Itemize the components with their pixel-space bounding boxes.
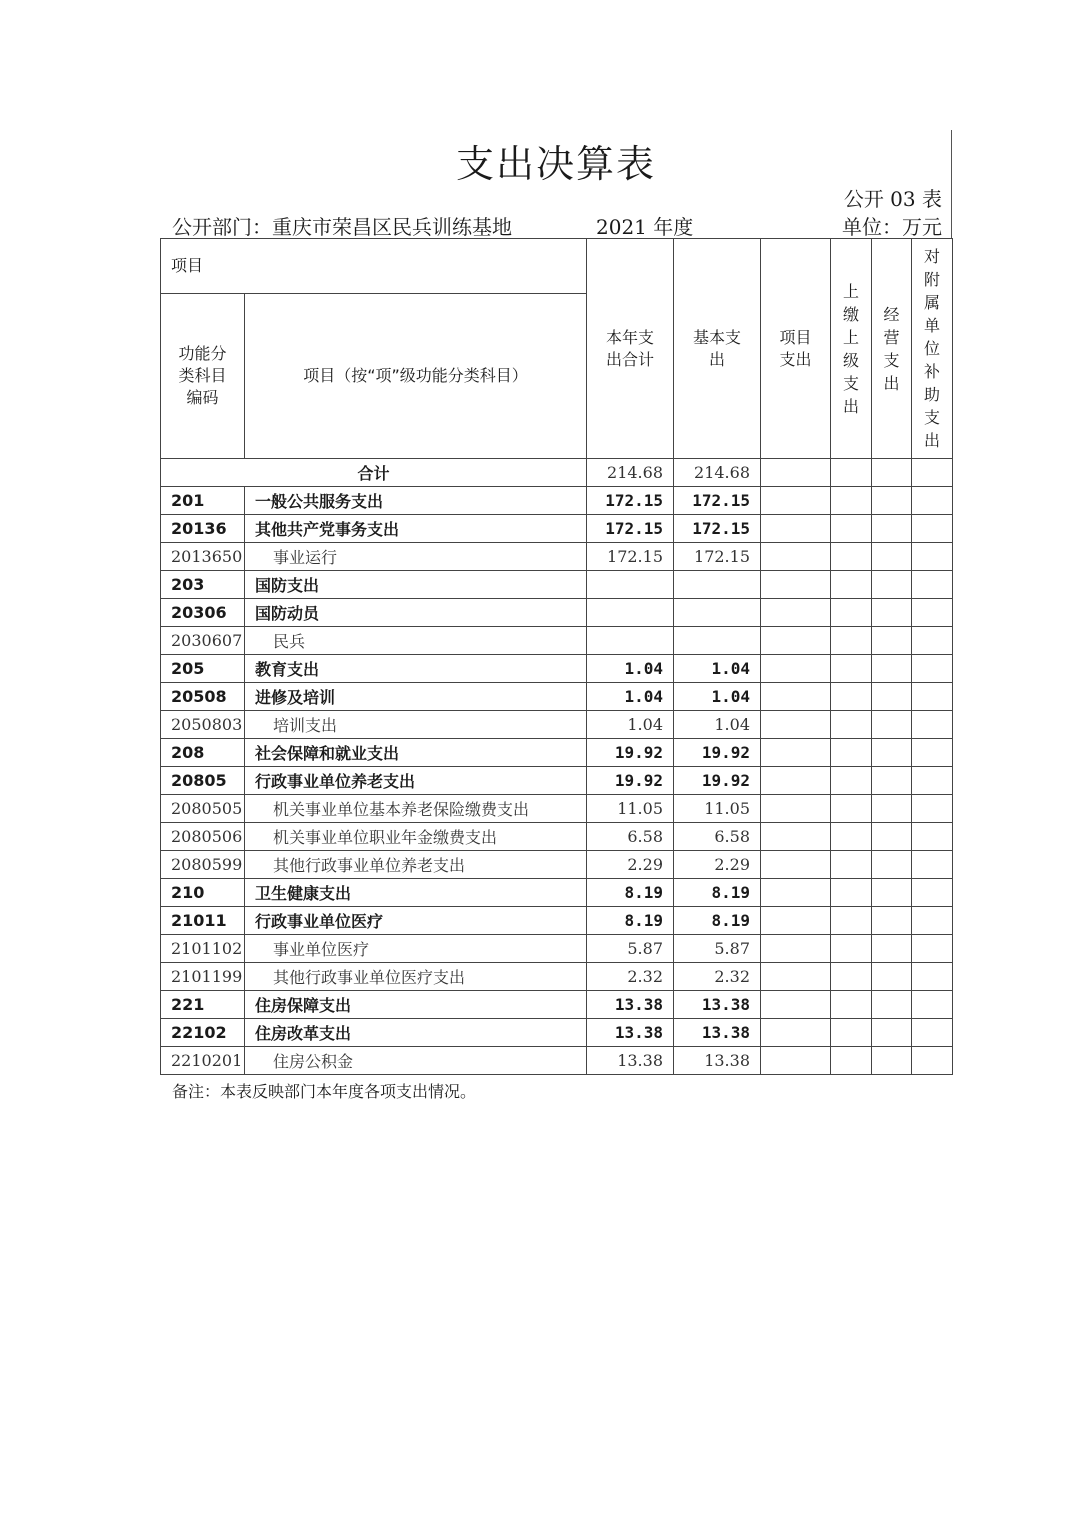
header-basic: 基本支 出 — [674, 239, 761, 459]
empty-cell — [831, 739, 872, 767]
row-total — [587, 571, 674, 599]
empty-cell — [872, 935, 912, 963]
empty-cell — [912, 823, 953, 851]
table-row — [161, 627, 953, 655]
empty-cell — [912, 683, 953, 711]
row-basic: 5.87 — [674, 935, 761, 963]
empty-cell — [872, 991, 912, 1019]
empty-cell — [872, 487, 912, 515]
table-row — [161, 655, 953, 683]
empty-cell — [831, 711, 872, 739]
row-code: 2101102 — [161, 935, 245, 963]
empty-cell — [872, 767, 912, 795]
document-title: 支出决算表 — [455, 142, 656, 186]
row-code: 221 — [161, 991, 245, 1019]
row-total: 8.19 — [587, 907, 674, 935]
row-code: 201 — [161, 487, 245, 515]
row-total: 19.92 — [587, 767, 674, 795]
empty-cell — [872, 459, 912, 487]
row-code: 2030607 — [161, 627, 245, 655]
row-code: 205 — [161, 655, 245, 683]
empty-cell — [912, 627, 953, 655]
header-project-expenditure: 项目 支出 — [761, 239, 831, 459]
empty-cell — [912, 1047, 953, 1075]
empty-cell — [831, 851, 872, 879]
row-name: 行政事业单位医疗 — [245, 907, 587, 935]
table-row — [161, 851, 953, 879]
row-code: 20805 — [161, 767, 245, 795]
empty-cell — [912, 1019, 953, 1047]
empty-cell — [761, 543, 831, 571]
footnote: 备注：本表反映部门本年度各项支出情况。 — [172, 1082, 477, 1101]
row-name: 机关事业单位职业年金缴费支出 — [245, 823, 587, 851]
empty-cell — [912, 711, 953, 739]
empty-cell — [872, 571, 912, 599]
row-code: 20306 — [161, 599, 245, 627]
row-basic: 1.04 — [674, 711, 761, 739]
row-name: 一般公共服务支出 — [245, 487, 587, 515]
row-name: 事业运行 — [245, 543, 587, 571]
empty-cell — [831, 991, 872, 1019]
unit-label: 单位：万元 — [842, 215, 942, 239]
empty-cell — [761, 459, 831, 487]
empty-cell — [761, 795, 831, 823]
empty-cell — [872, 879, 912, 907]
table-row — [161, 711, 953, 739]
row-basic: 2.29 — [674, 851, 761, 879]
row-name: 行政事业单位养老支出 — [245, 767, 587, 795]
empty-cell — [912, 655, 953, 683]
empty-cell — [761, 655, 831, 683]
empty-cell — [831, 879, 872, 907]
row-code: 2080599 — [161, 851, 245, 879]
empty-cell — [831, 795, 872, 823]
row-basic: 6.58 — [674, 823, 761, 851]
table-row — [161, 739, 953, 767]
table-row — [161, 823, 953, 851]
header-code: 功能分 类科目 编码 — [161, 294, 245, 459]
empty-cell — [831, 823, 872, 851]
table-row — [161, 543, 953, 571]
total-label: 合计 — [161, 459, 587, 487]
empty-cell — [912, 991, 953, 1019]
table-number: 公开 03 表 — [843, 187, 942, 211]
empty-cell — [761, 991, 831, 1019]
header-total: 本年支 出合计 — [587, 239, 674, 459]
row-total: 19.92 — [587, 739, 674, 767]
row-total: 1.04 — [587, 655, 674, 683]
empty-cell — [872, 683, 912, 711]
row-basic: 13.38 — [674, 1047, 761, 1075]
row-total: 2.29 — [587, 851, 674, 879]
row-total — [587, 627, 674, 655]
total-basic: 214.68 — [674, 459, 761, 487]
empty-cell — [872, 963, 912, 991]
empty-cell — [912, 851, 953, 879]
header-upper: 上 缴 上 级 支 出 — [831, 239, 872, 459]
empty-cell — [761, 963, 831, 991]
empty-cell — [831, 627, 872, 655]
row-code: 208 — [161, 739, 245, 767]
empty-cell — [831, 571, 872, 599]
row-total: 6.58 — [587, 823, 674, 851]
empty-cell — [872, 823, 912, 851]
empty-cell — [912, 599, 953, 627]
empty-cell — [872, 1047, 912, 1075]
year-label: 2021 年度 — [596, 215, 694, 239]
row-code: 2013650 — [161, 543, 245, 571]
row-name: 教育支出 — [245, 655, 587, 683]
empty-cell — [872, 739, 912, 767]
row-total: 1.04 — [587, 711, 674, 739]
table-row — [161, 935, 953, 963]
empty-cell — [912, 739, 953, 767]
empty-cell — [831, 683, 872, 711]
table-row — [161, 515, 953, 543]
row-name: 社会保障和就业支出 — [245, 739, 587, 767]
empty-cell — [872, 515, 912, 543]
empty-cell — [872, 851, 912, 879]
empty-cell — [912, 543, 953, 571]
row-name: 住房改革支出 — [245, 1019, 587, 1047]
department-label: 公开部门：重庆市荣昌区民兵训练基地 — [172, 215, 512, 239]
row-total: 13.38 — [587, 1019, 674, 1047]
row-code: 2050803 — [161, 711, 245, 739]
empty-cell — [761, 739, 831, 767]
row-basic: 1.04 — [674, 683, 761, 711]
row-total: 2.32 — [587, 963, 674, 991]
empty-cell — [831, 1047, 872, 1075]
row-total: 172.15 — [587, 515, 674, 543]
empty-cell — [831, 515, 872, 543]
empty-cell — [912, 907, 953, 935]
table-row — [161, 599, 953, 627]
row-total: 1.04 — [587, 683, 674, 711]
empty-cell — [761, 907, 831, 935]
row-basic: 19.92 — [674, 739, 761, 767]
table-row — [161, 907, 953, 935]
empty-cell — [872, 907, 912, 935]
row-name: 进修及培训 — [245, 683, 587, 711]
empty-cell — [761, 823, 831, 851]
row-basic: 13.38 — [674, 991, 761, 1019]
empty-cell — [872, 543, 912, 571]
row-code: 20136 — [161, 515, 245, 543]
row-name: 其他共产党事务支出 — [245, 515, 587, 543]
empty-cell — [761, 627, 831, 655]
empty-cell — [912, 963, 953, 991]
empty-cell — [872, 627, 912, 655]
empty-cell — [912, 767, 953, 795]
row-basic: 11.05 — [674, 795, 761, 823]
empty-cell — [872, 655, 912, 683]
row-basic — [674, 571, 761, 599]
empty-cell — [761, 1047, 831, 1075]
row-code: 2101199 — [161, 963, 245, 991]
row-total: 11.05 — [587, 795, 674, 823]
empty-cell — [761, 879, 831, 907]
header-name: 项目（按“项”级功能分类科目） — [245, 294, 587, 459]
row-code: 210 — [161, 879, 245, 907]
row-basic: 172.15 — [674, 515, 761, 543]
row-code: 21011 — [161, 907, 245, 935]
row-basic: 172.15 — [674, 487, 761, 515]
row-total: 13.38 — [587, 1047, 674, 1075]
row-basic: 8.19 — [674, 907, 761, 935]
row-basic: 1.04 — [674, 655, 761, 683]
row-total: 172.15 — [587, 543, 674, 571]
empty-cell — [831, 655, 872, 683]
table-row — [161, 991, 953, 1019]
empty-cell — [872, 1019, 912, 1047]
table-row — [161, 963, 953, 991]
row-basic: 172.15 — [674, 543, 761, 571]
row-code: 2080506 — [161, 823, 245, 851]
expenditure-table — [160, 238, 953, 1075]
row-basic — [674, 627, 761, 655]
table-row — [161, 795, 953, 823]
empty-cell — [912, 487, 953, 515]
row-name: 民兵 — [245, 627, 587, 655]
table-row — [161, 1019, 953, 1047]
row-code: 203 — [161, 571, 245, 599]
header-subsidy: 对 附 属 单 位 补 助 支 出 — [912, 239, 953, 459]
empty-cell — [912, 795, 953, 823]
empty-cell — [761, 515, 831, 543]
empty-cell — [831, 907, 872, 935]
row-basic: 2.32 — [674, 963, 761, 991]
empty-cell — [831, 1019, 872, 1047]
row-total — [587, 599, 674, 627]
row-basic: 19.92 — [674, 767, 761, 795]
empty-cell — [761, 487, 831, 515]
empty-cell — [761, 935, 831, 963]
empty-cell — [761, 571, 831, 599]
empty-cell — [831, 543, 872, 571]
empty-cell — [912, 459, 953, 487]
empty-cell — [872, 599, 912, 627]
empty-cell — [831, 935, 872, 963]
empty-cell — [831, 459, 872, 487]
row-basic — [674, 599, 761, 627]
row-total: 8.19 — [587, 879, 674, 907]
row-name: 国防动员 — [245, 599, 587, 627]
row-name: 机关事业单位基本养老保险缴费支出 — [245, 795, 587, 823]
row-name: 其他行政事业单位养老支出 — [245, 851, 587, 879]
empty-cell — [872, 795, 912, 823]
table-row — [161, 571, 953, 599]
empty-cell — [872, 711, 912, 739]
empty-cell — [912, 879, 953, 907]
empty-cell — [761, 599, 831, 627]
row-name: 卫生健康支出 — [245, 879, 587, 907]
row-name: 住房保障支出 — [245, 991, 587, 1019]
header-project: 项目 — [161, 239, 587, 294]
empty-cell — [831, 963, 872, 991]
table-row — [161, 767, 953, 795]
row-code: 22102 — [161, 1019, 245, 1047]
empty-cell — [831, 599, 872, 627]
empty-cell — [831, 767, 872, 795]
empty-cell — [761, 851, 831, 879]
row-code: 2210201 — [161, 1047, 245, 1075]
row-total: 172.15 — [587, 487, 674, 515]
row-total: 13.38 — [587, 991, 674, 1019]
empty-cell — [831, 487, 872, 515]
row-name: 培训支出 — [245, 711, 587, 739]
empty-cell — [912, 515, 953, 543]
table-row — [161, 1047, 953, 1075]
header-business: 经 营 支 出 — [872, 239, 912, 459]
empty-cell — [912, 571, 953, 599]
row-name: 事业单位医疗 — [245, 935, 587, 963]
row-code: 20508 — [161, 683, 245, 711]
row-code: 2080505 — [161, 795, 245, 823]
empty-cell — [761, 711, 831, 739]
row-name: 国防支出 — [245, 571, 587, 599]
row-total: 5.87 — [587, 935, 674, 963]
table-row — [161, 879, 953, 907]
row-name: 其他行政事业单位医疗支出 — [245, 963, 587, 991]
total-row — [161, 459, 953, 487]
empty-cell — [761, 1019, 831, 1047]
row-basic: 13.38 — [674, 1019, 761, 1047]
empty-cell — [761, 767, 831, 795]
empty-cell — [912, 935, 953, 963]
empty-cell — [761, 683, 831, 711]
row-name: 住房公积金 — [245, 1047, 587, 1075]
table-row — [161, 683, 953, 711]
total-sum: 214.68 — [587, 459, 674, 487]
table-row — [161, 487, 953, 515]
row-basic: 8.19 — [674, 879, 761, 907]
